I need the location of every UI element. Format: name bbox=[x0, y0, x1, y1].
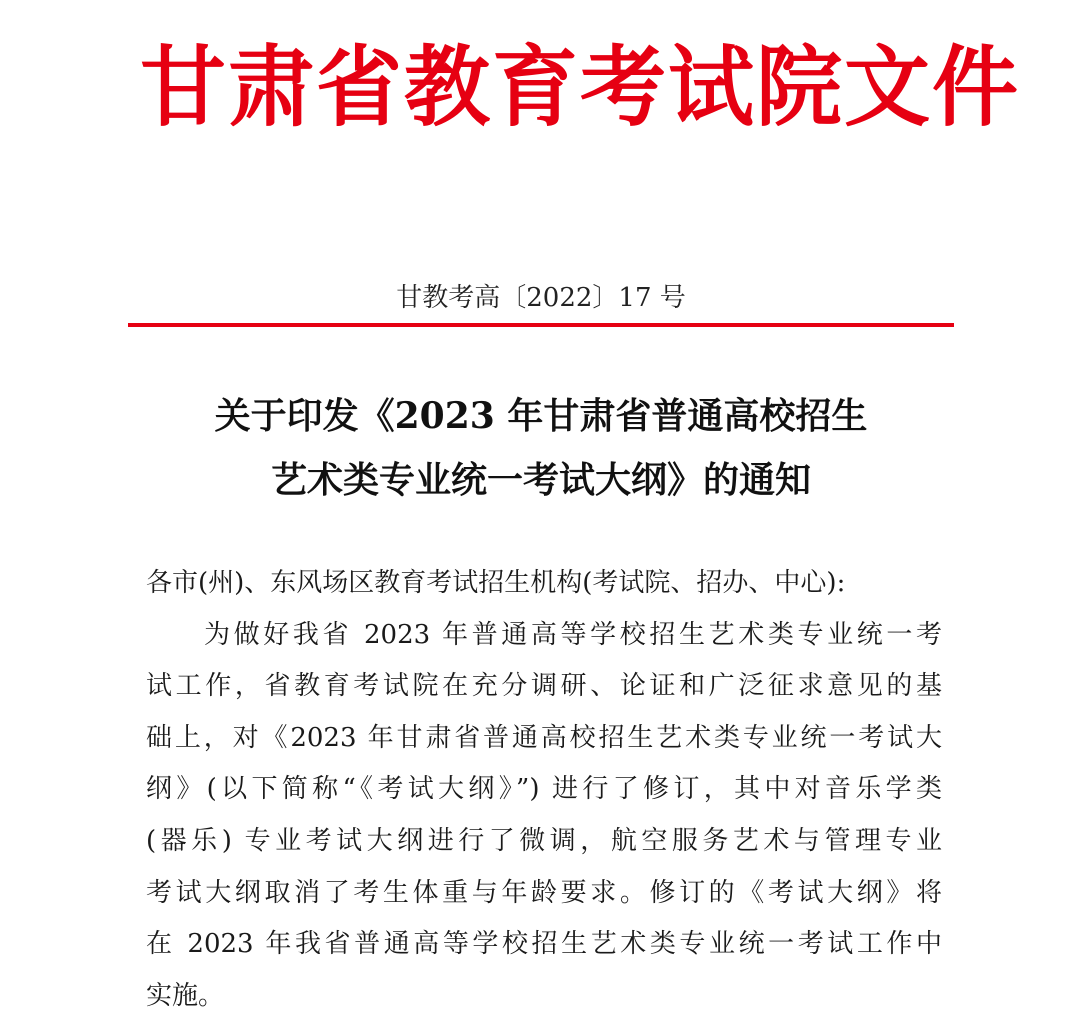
document-body bbox=[146, 558, 942, 1022]
paragraph-line: 试工作，省教育考试院在充分调研、论证和广泛征求意见的基 bbox=[146, 671, 942, 702]
paragraph-line: 础上，对《2023 年甘肃省普通高校招生艺术类专业统一考试大 bbox=[146, 722, 942, 753]
paragraph-line: 考试大纲取消了考生体重与年龄要求。修订的《考试大纲》将 bbox=[146, 877, 942, 908]
paragraph-line: (器乐) 专业考试大纲进行了微调，航空服务艺术与管理专业 bbox=[146, 825, 942, 856]
paragraph-line: 为做好我省 2023 年普通高等学校招生艺术类专业统一考 bbox=[204, 619, 942, 650]
paragraph-line: 纲》(以下简称“《考试大纲》”) 进行了修订，其中对音乐学类 bbox=[146, 774, 942, 805]
document-masthead: 甘肃省教育考试院文件 bbox=[140, 35, 1020, 140]
paragraph-line: 实施。 bbox=[146, 980, 225, 1011]
title-line-1: 关于印发《2023 年甘肃省普通高校招生 bbox=[214, 395, 868, 437]
red-divider-line bbox=[128, 323, 954, 327]
document-title bbox=[128, 384, 954, 512]
title-line-2: 艺术类专业统一考试大纲》的通知 bbox=[270, 459, 811, 501]
paragraph-line: 在 2023 年我省普通高等学校招生艺术类专业统一考试工作中 bbox=[146, 929, 942, 960]
salutation: 各市(州)、东风场区教育考试招生机构(考试院、招办、中心): bbox=[146, 568, 846, 598]
document-number: 甘教考高〔2022〕17 号 bbox=[396, 283, 686, 313]
